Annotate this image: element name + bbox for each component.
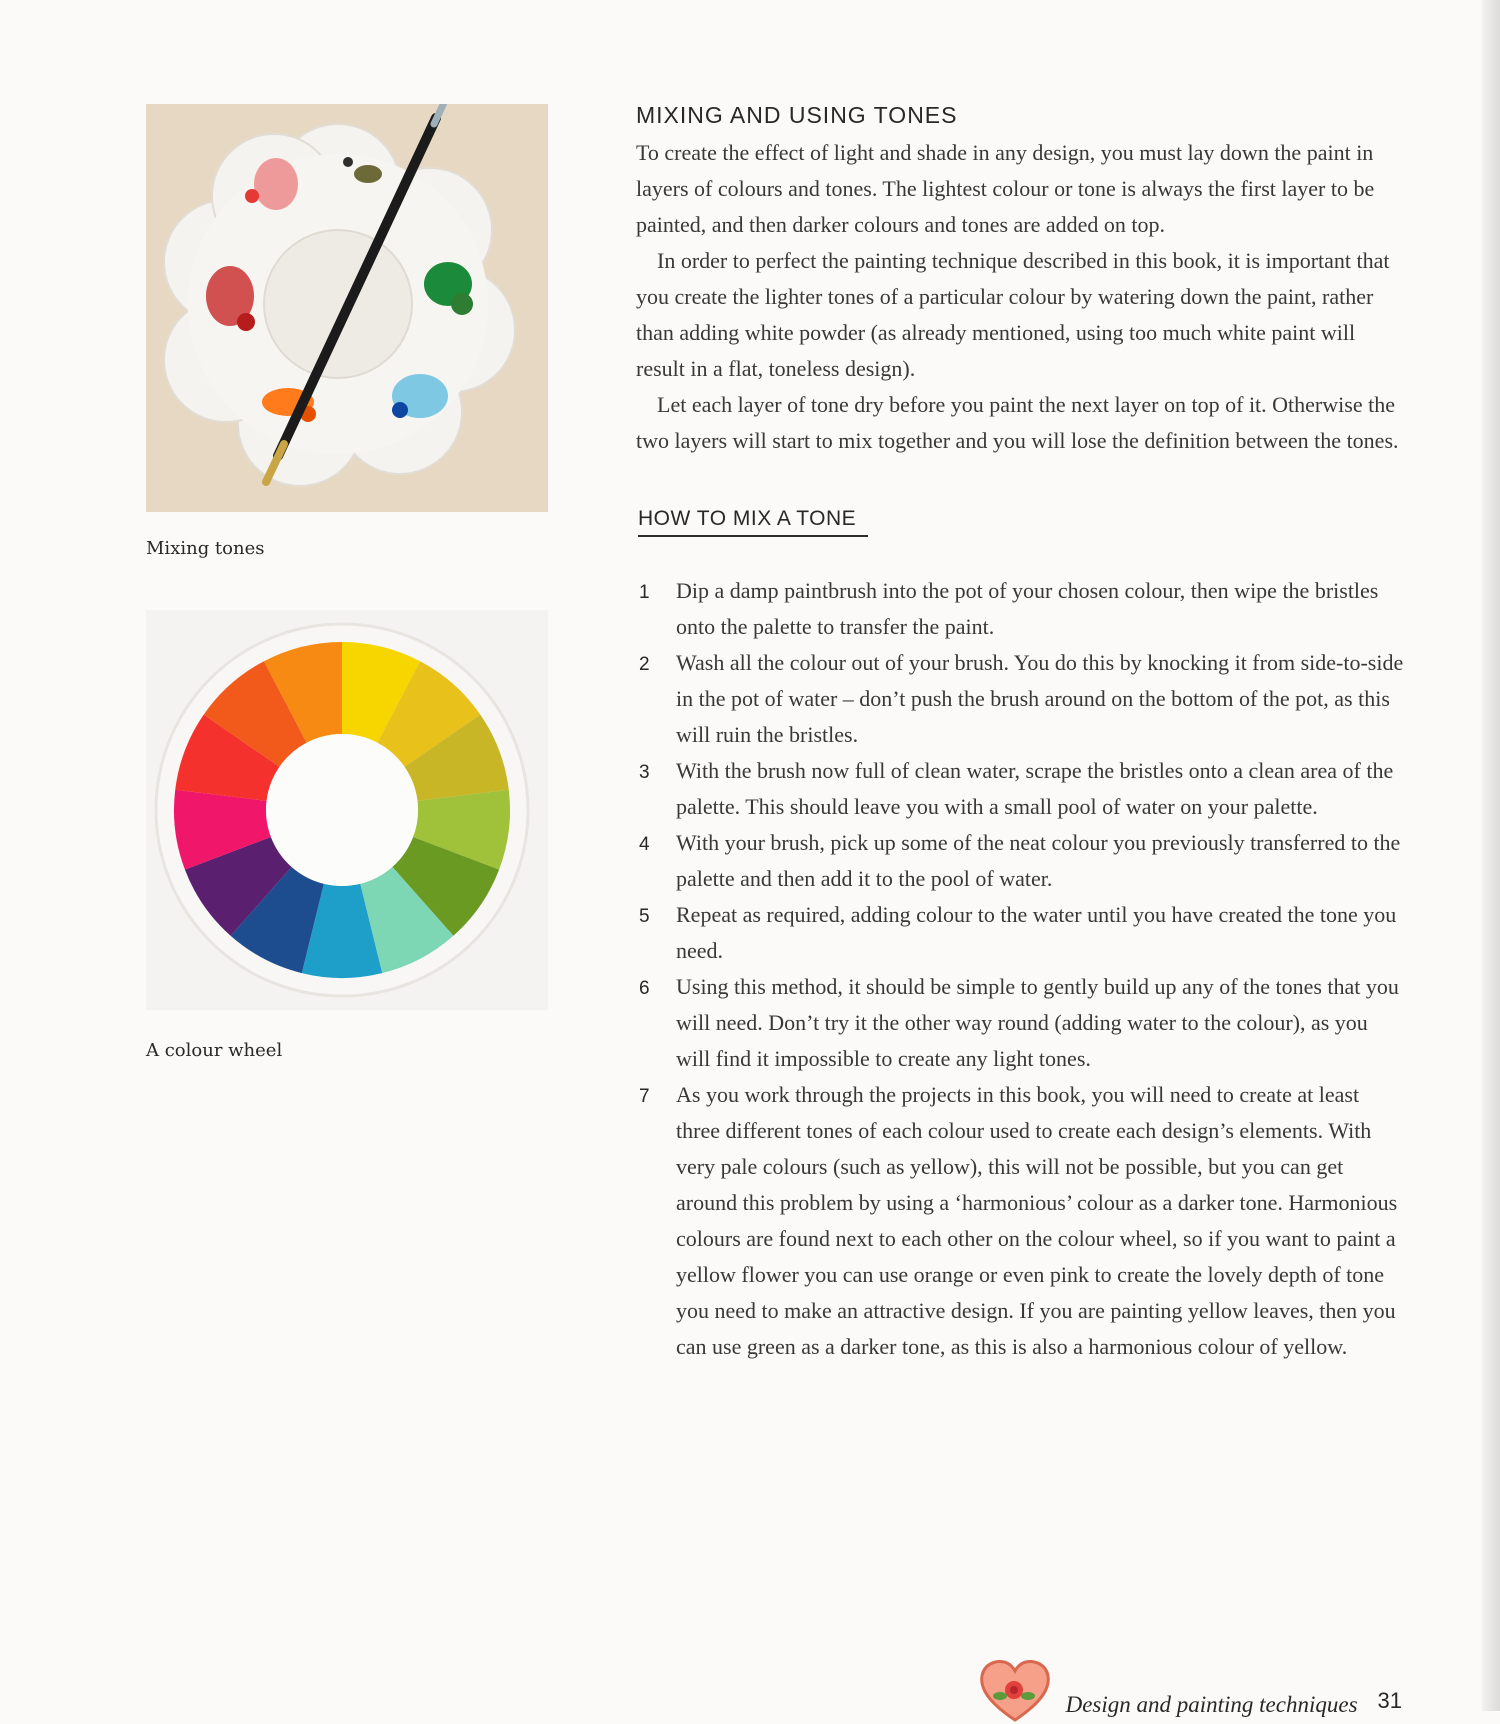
step-number: 6 bbox=[639, 978, 650, 999]
heart-icon bbox=[978, 1658, 1052, 1724]
figure-caption-colour-wheel: A colour wheel bbox=[146, 1040, 283, 1061]
step-number: 1 bbox=[639, 582, 650, 603]
colour-wheel-photo bbox=[146, 610, 548, 1010]
palette-illustration bbox=[146, 104, 548, 512]
list-item bbox=[636, 645, 1406, 753]
page-footer bbox=[978, 1658, 1402, 1718]
steps-list bbox=[636, 573, 1406, 1365]
subsection-heading: HOW TO MIX A TONE bbox=[638, 507, 868, 537]
section-heading: MIXING AND USING TONES bbox=[636, 102, 958, 128]
step-text: Repeat as required, adding colour to the water until you have created the tone you need. bbox=[676, 902, 1397, 963]
list-item bbox=[636, 897, 1406, 969]
list-item bbox=[636, 753, 1406, 825]
list-item bbox=[636, 969, 1406, 1077]
step-text: With your brush, pick up some of the neat colour you previously transferred to the palette and then add it to the pool of water. bbox=[676, 830, 1401, 891]
step-number: 5 bbox=[639, 906, 650, 927]
paragraph-2: In order to perfect the painting technique described in this book, it is important that you create the lighter tones of a particular colour by watering down the paint, rather than adding white powder (as already mentioned, using too much white paint will result in a flat, toneless design). bbox=[636, 248, 1390, 381]
step-number: 7 bbox=[639, 1086, 650, 1107]
palette-photo bbox=[146, 104, 548, 512]
colour-wheel-illustration bbox=[146, 610, 548, 1010]
list-item bbox=[636, 573, 1406, 645]
main-text-column bbox=[636, 102, 1406, 1365]
step-text: Wash all the colour out of your brush. You do this by knocking it from side-to-side in the pot of water – don’t push the brush around on the bottom of the pot, as this will ruin the bristles. bbox=[676, 650, 1404, 747]
step-text: With the brush now full of clean water, scrape the bristles onto a clean area of the palette. This should leave you with a small pool of water on your palette. bbox=[676, 758, 1394, 819]
step-number: 3 bbox=[639, 762, 650, 783]
step-number: 2 bbox=[639, 654, 650, 675]
figure-caption-mixing-tones: Mixing tones bbox=[146, 538, 265, 559]
step-text: Using this method, it should be simple to gently build up any of the tones that you will need. Don’t try it the other way round (adding water to the colour), as you will find it impossible to create any light tones. bbox=[676, 974, 1399, 1071]
page-number: 31 bbox=[1377, 1688, 1402, 1713]
paragraph-1: To create the effect of light and shade in any design, you must lay down the paint in layers of colours and tones. The lightest colour or tone is always the first layer to be painted, and then darker colours and tones are added on top. bbox=[636, 140, 1375, 237]
step-number: 4 bbox=[639, 834, 650, 855]
step-text: Dip a damp paintbrush into the pot of your chosen colour, then wipe the bristles onto the palette to transfer the paint. bbox=[676, 578, 1379, 639]
step-text: As you work through the projects in this book, you will need to create at least three different tones of each colour used to create each design’s elements. With very pale colours (such as yellow), this will not be possible, but you can get around this problem by using a ‘harmonious’ colour as a darker tone. Harmonious colours are found next to each other on the colour wheel, so if you want to paint a yellow flower you can use orange or even pink to create the lovely depth of tone you need to make an attractive design. If you are painting yellow leaves, then you can use green as a darker tone, as this is also a harmonious colour of yellow. bbox=[676, 1082, 1398, 1359]
running-title: Design and painting techniques bbox=[1065, 1692, 1358, 1717]
page-edge-shadow bbox=[1482, 0, 1500, 1711]
list-item bbox=[636, 825, 1406, 897]
list-item bbox=[636, 1077, 1406, 1365]
paragraph-3: Let each layer of tone dry before you paint the next layer on top of it. Otherwise the two layers will start to mix together and you will lose the definition between the tones. bbox=[636, 392, 1399, 453]
